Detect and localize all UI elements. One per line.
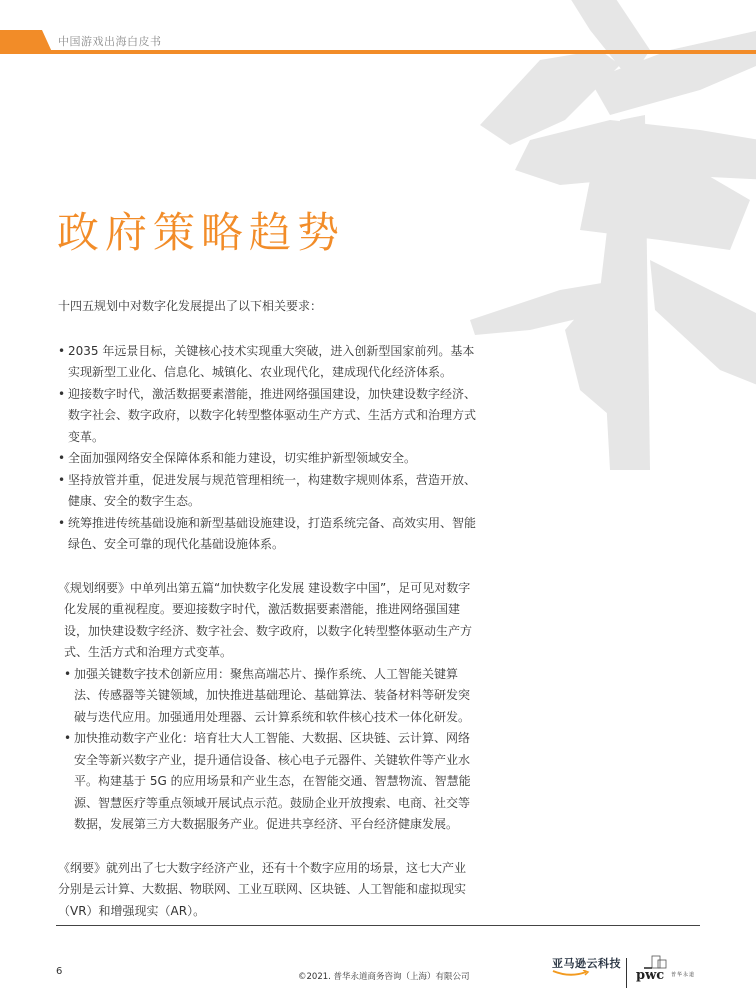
footer-divider (56, 925, 700, 926)
outline-paragraph: 《规划纲要》中单列出第五篇“加快数字化发展 建设数字中国”，足可见对数字化发展的重视程度。要迎接数字时代，激活数据要素潜能，推进网络强国建设，加快建设数字经济、数字社会、数字政府，以数字化转型整体驱动生产方式、生活方式和治理方式变革。 (58, 580, 473, 659)
page-number: 6 (56, 966, 63, 977)
aws-logo (552, 955, 621, 978)
main-content (58, 296, 476, 922)
header-section-title: 中国游戏出海白皮书 (58, 35, 162, 48)
calligraphy-background-icon (470, 0, 756, 470)
outline-section (58, 578, 476, 836)
aws-logo-text: 亚马逊云科技 (552, 957, 621, 970)
requirements-list (58, 341, 476, 556)
header-accent-line (0, 50, 756, 54)
pwc-logo-text: pwc (636, 968, 665, 983)
intro-paragraph: 十四五规划中对数字化发展提出了以下相关要求： (58, 299, 323, 313)
aws-smile-icon (552, 970, 592, 978)
pwc-logo (636, 954, 676, 986)
logo-divider (626, 958, 627, 988)
list-item: • 加快推动数字产业化：培育壮大人工智能、大数据、区块链、云计算、网络安全等新兴数字产业，提升通信设备、核心电子元器件、关键软件等产业水平。构建基于 5G 的应用场景和产业生态，在智能交通、智慧物流、智慧能源、智慧医疗等重点领域开展试点示范。鼓励企业开放搜索、电商、社交等数据，发展第三方大数据服务产业。促进共享经济、平台经济健康发展。 (64, 728, 476, 836)
summary-section (58, 858, 476, 923)
list-item: • 迎接数字时代，激活数据要素潜能，推进网络强国建设，加快建设数字经济、数字社会、数字政府，以数字化转型整体驱动生产方式、生活方式和治理方式变革。 (58, 384, 476, 449)
list-item: • 加强关键数字技术创新应用：聚焦高端芯片、操作系统、人工智能关键算法、传感器等关键领域，加快推进基础理论、基础算法、装备材料等研发突破与迭代应用。加强通用处理器、云计算系统和软件核心技术一体化研发。 (64, 664, 476, 729)
list-item: • 统筹推进传统基础设施和新型基础设施建设，打造系统完备、高效实用、智能绿色、安全可靠的现代化基础设施体系。 (58, 513, 476, 556)
list-item: • 2035 年远景目标，关键核心技术实现重大突破，进入创新型国家前列。基本实现新型工业化、信息化、城镇化、农业现代化，建成现代化经济体系。 (58, 341, 476, 384)
list-item: • 坚持放管并重，促进发展与规范管理相统一，构建数字规则体系，营造开放、健康、安全的数字生态。 (58, 470, 476, 513)
list-item: • 全面加强网络安全保障体系和能力建设，切实维护新型领域安全。 (58, 448, 476, 470)
pwc-chinese-name: 普华永道 (671, 972, 696, 978)
summary-paragraph: 《纲要》就列出了七大数字经济产业，还有十个数字应用的场景，这七大产业分别是云计算、大数据、物联网、工业互联网、区块链、人工智能和虚拟现实（VR）和增强现实（AR）。 (58, 860, 467, 918)
header-accent-tab (0, 30, 52, 52)
outline-list (64, 664, 476, 836)
page-title: 政府策略趋势 (57, 208, 346, 257)
copyright-text: ©2021. 普华永道商务咨询（上海）有限公司 (298, 972, 470, 982)
